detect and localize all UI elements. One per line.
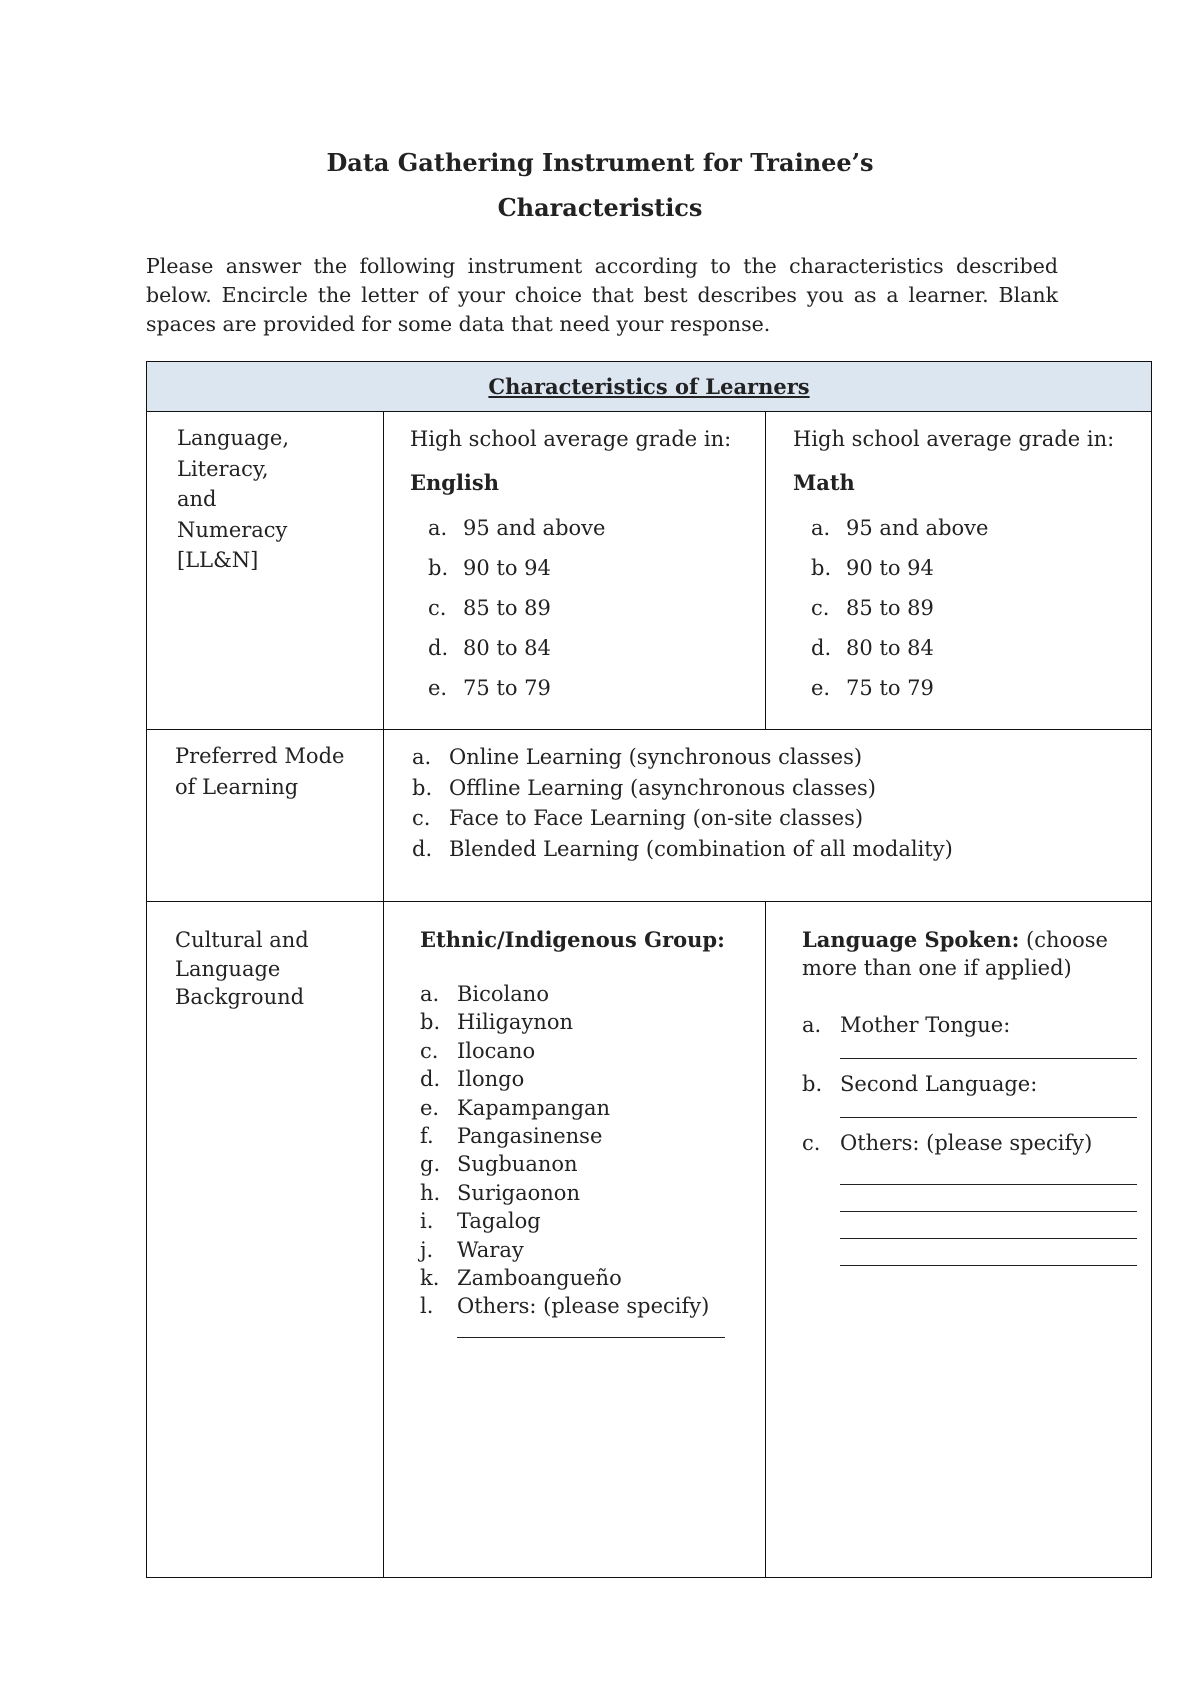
language-spoken-heading-note: (choose more than one if applied) xyxy=(802,928,1108,980)
option-letter: b. xyxy=(428,556,449,580)
mode-label-line: Preferred Mode xyxy=(175,744,345,768)
option-letter: f. xyxy=(420,1124,434,1149)
ethnic-option[interactable] xyxy=(420,1122,765,1150)
language-spoken-cell xyxy=(766,902,1152,1578)
english-option[interactable] xyxy=(410,628,765,668)
option-letter: a. xyxy=(802,1013,822,1037)
mother-tongue-blank[interactable] xyxy=(840,1040,1137,1059)
llnum-label xyxy=(147,412,384,730)
mode-label xyxy=(147,730,384,902)
math-option[interactable] xyxy=(793,508,1151,548)
ethnic-others-blank[interactable] xyxy=(457,1321,725,1338)
mode-option[interactable] xyxy=(412,773,1151,804)
mode-option[interactable] xyxy=(412,803,1151,834)
ethnic-group-heading: Ethnic/Indigenous Group: xyxy=(420,927,725,952)
option-text: 80 to 84 xyxy=(846,636,934,660)
culture-label-line: Cultural and xyxy=(175,928,309,952)
document-title-line1: Data Gathering Instrument for Trainee’s xyxy=(326,148,874,177)
option-letter: a. xyxy=(428,516,448,540)
option-text: 95 and above xyxy=(846,516,989,540)
option-text: 95 and above xyxy=(463,516,606,540)
culture-label xyxy=(147,902,384,1578)
option-text: 75 to 79 xyxy=(846,676,934,700)
english-grade-cell xyxy=(384,412,766,730)
math-option[interactable] xyxy=(793,588,1151,628)
language-others-blank[interactable] xyxy=(840,1185,1137,1212)
mode-option[interactable] xyxy=(412,834,1151,865)
english-grade-heading: High school average grade in: xyxy=(410,427,732,451)
language-option[interactable] xyxy=(802,1069,1137,1099)
culture-label-line: Background xyxy=(175,985,305,1009)
ethnic-option[interactable] xyxy=(420,1150,765,1178)
option-letter: c. xyxy=(802,1131,821,1155)
language-option[interactable] xyxy=(802,1010,1137,1040)
option-text: Tagalog xyxy=(457,1209,541,1234)
option-text: 80 to 84 xyxy=(463,636,551,660)
language-option[interactable] xyxy=(802,1128,1137,1158)
mode-option[interactable] xyxy=(412,742,1151,773)
option-letter: a. xyxy=(811,516,831,540)
language-others-blank[interactable] xyxy=(840,1239,1137,1266)
math-option[interactable] xyxy=(793,628,1151,668)
ethnic-option[interactable] xyxy=(420,1094,765,1122)
table-row-culture xyxy=(147,902,1152,1578)
math-grade-heading: High school average grade in: xyxy=(793,427,1115,451)
option-letter: d. xyxy=(811,636,832,660)
ethnic-group-cell xyxy=(384,902,766,1578)
mode-options-cell xyxy=(384,730,1152,902)
option-text: Blended Learning (combination of all modality) xyxy=(449,836,953,861)
math-subject-label: Math xyxy=(793,470,855,495)
ethnic-option[interactable] xyxy=(420,980,765,1008)
table-row-mode xyxy=(147,730,1152,902)
option-letter: c. xyxy=(412,806,431,830)
option-text: Others: (please specify) xyxy=(457,1294,710,1319)
llnum-label-line: Numeracy xyxy=(177,517,288,542)
option-text: Zamboangueño xyxy=(457,1266,622,1291)
option-text: Mother Tongue: xyxy=(840,1013,1011,1037)
option-text: Others: (please specify) xyxy=(840,1131,1093,1155)
option-text: Bicolano xyxy=(457,982,549,1006)
math-option[interactable] xyxy=(793,668,1151,708)
ethnic-option[interactable] xyxy=(420,1179,765,1207)
ethnic-option[interactable] xyxy=(420,1008,765,1036)
culture-label-line: Language xyxy=(175,956,281,981)
llnum-label-line: Language, xyxy=(177,426,290,450)
instructions-paragraph: Please answer the following instrument according to the characteristics described below. Encircle the letter of your choice that best describes you as a learner. Blank spaces are provided for some data that need your response. xyxy=(146,254,1058,336)
ethnic-option[interactable] xyxy=(420,1207,765,1235)
english-grade-options xyxy=(410,508,765,708)
math-grade-options xyxy=(793,508,1151,708)
option-text: Hiligaynon xyxy=(457,1010,573,1035)
option-letter: g. xyxy=(420,1152,441,1177)
language-spoken-options xyxy=(802,1128,1137,1158)
option-text: 85 to 89 xyxy=(846,596,934,620)
option-letter: b. xyxy=(802,1072,823,1096)
ethnic-option[interactable] xyxy=(420,1037,765,1065)
option-text: Offline Learning (asynchronous classes) xyxy=(449,775,876,800)
option-letter: e. xyxy=(811,676,831,700)
table-row-llnum xyxy=(147,412,1152,730)
option-letter: b. xyxy=(420,1010,441,1035)
option-letter: a. xyxy=(420,982,440,1006)
learner-characteristics-table xyxy=(146,361,1152,1578)
ethnic-option[interactable] xyxy=(420,1065,765,1093)
option-letter: d. xyxy=(428,636,449,660)
option-text: 90 to 94 xyxy=(463,556,551,580)
option-text: Ilongo xyxy=(457,1067,525,1092)
english-option[interactable] xyxy=(410,548,765,588)
option-text: Online Learning (synchronous classes) xyxy=(449,745,863,769)
option-text: Second Language: xyxy=(840,1072,1038,1096)
option-text: Face to Face Learning (on-site classes) xyxy=(449,806,864,830)
ethnic-option[interactable] xyxy=(420,1236,765,1264)
second-language-blank[interactable] xyxy=(840,1099,1137,1118)
option-text: 75 to 79 xyxy=(463,676,551,700)
option-text: 85 to 89 xyxy=(463,596,551,620)
llnum-label-line: and xyxy=(177,487,217,511)
document-title-line2: Characteristics xyxy=(497,193,703,222)
mode-options xyxy=(384,730,1151,864)
english-option[interactable] xyxy=(410,508,765,548)
option-text: 90 to 94 xyxy=(846,556,934,580)
option-text: Surigaonon xyxy=(457,1180,580,1205)
english-option[interactable] xyxy=(410,668,765,708)
math-option[interactable] xyxy=(793,548,1151,588)
language-spoken-options xyxy=(802,1069,1137,1099)
option-letter: j. xyxy=(420,1237,434,1262)
english-option[interactable] xyxy=(410,588,765,628)
language-spoken-heading xyxy=(802,926,1137,982)
llnum-label-line: [LL&N] xyxy=(177,548,259,572)
math-grade-cell xyxy=(766,412,1152,730)
option-text: Kapampangan xyxy=(457,1095,611,1120)
ethnic-group-options xyxy=(420,980,765,1321)
option-letter: e. xyxy=(428,676,448,700)
mode-label-line: of Learning xyxy=(175,774,299,799)
option-letter: e. xyxy=(420,1095,440,1120)
option-letter: b. xyxy=(412,775,433,800)
option-letter: d. xyxy=(420,1067,441,1092)
option-letter: c. xyxy=(420,1038,439,1063)
option-text: Waray xyxy=(457,1237,524,1262)
ethnic-option[interactable] xyxy=(420,1292,765,1320)
option-letter: a. xyxy=(412,745,432,769)
llnum-label-line: Literacy, xyxy=(177,456,269,481)
ethnic-option[interactable] xyxy=(420,1264,765,1292)
language-others-blank[interactable] xyxy=(840,1158,1137,1185)
option-text: Ilocano xyxy=(457,1038,536,1063)
option-letter: l. xyxy=(420,1294,434,1319)
english-subject-label: English xyxy=(410,470,500,495)
option-text: Sugbuanon xyxy=(457,1152,578,1177)
option-text: Pangasinense xyxy=(457,1124,603,1149)
language-others-blank[interactable] xyxy=(840,1212,1137,1239)
option-letter: d. xyxy=(412,836,433,861)
table-header: Characteristics of Learners xyxy=(147,362,1152,412)
language-spoken-options xyxy=(802,1010,1137,1040)
option-letter: c. xyxy=(811,596,830,620)
option-letter: k. xyxy=(420,1266,440,1291)
option-letter: b. xyxy=(811,556,832,580)
language-spoken-heading-bold: Language Spoken: xyxy=(802,927,1020,952)
option-letter: h. xyxy=(420,1180,441,1205)
option-letter: i. xyxy=(420,1209,434,1234)
option-letter: c. xyxy=(428,596,447,620)
